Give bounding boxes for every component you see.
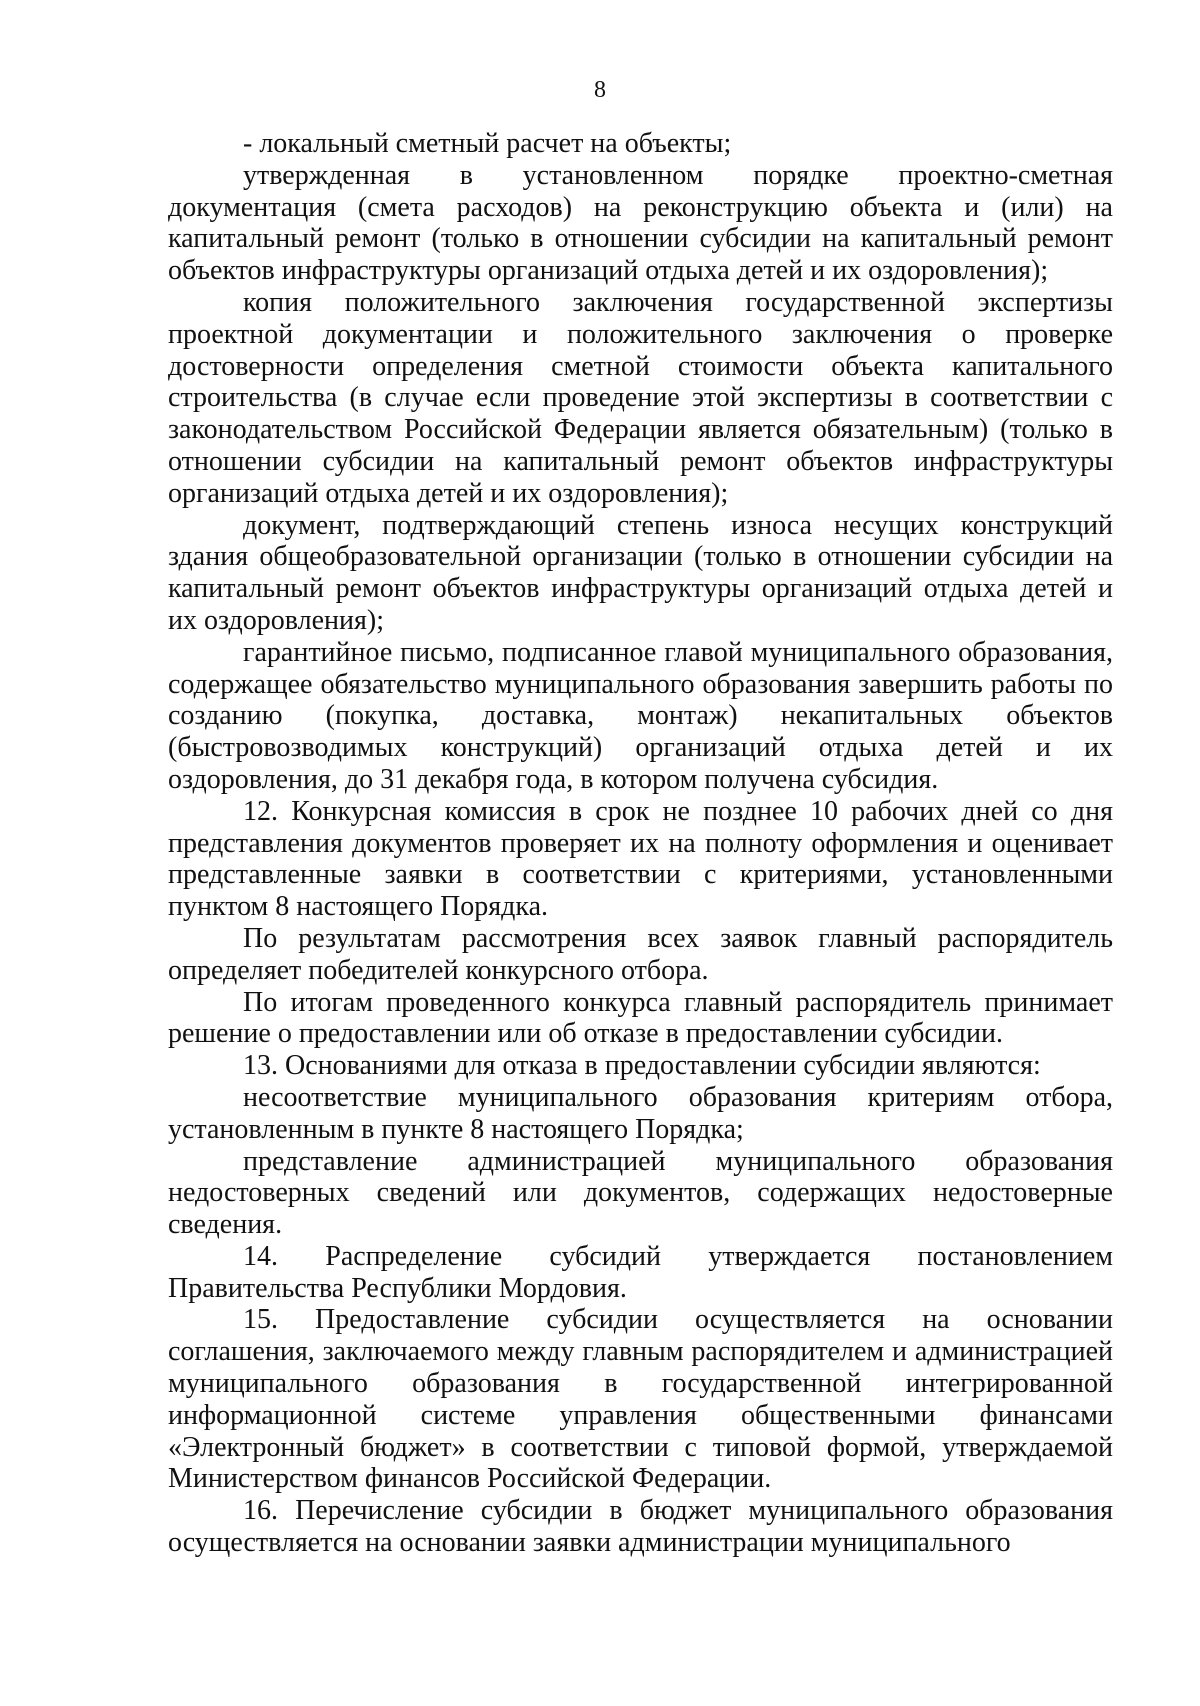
- paragraph-expertise-copy: копия положительного заключения государственной экспертизы проектной документации и положительного заключения о проверке достоверности определения сметной стоимости объекта капитального строительства (в случае если проведение этой экспертизы в соответствии с законодательством Российской Федерации является обязательным) (только в отношении субсидии на капитальный ремонт объектов инфраструктуры организаций отдыха детей и их оздоровления);: [168, 286, 1113, 509]
- paragraph-wear-document: документ, подтверждающий степень износа несущих конструкций здания общеобразовательной организации (только в отношении субсидии на капитальный ремонт объектов инфраструктуры организаций отдыха детей и их оздоровления);: [168, 509, 1113, 636]
- paragraph-design-estimate-docs: утвержденная в установленном порядке проектно-сметная документация (смета расходов) на реконструкцию объекта и (или) на капитальный ремонт (только в отношении субсидии на капитальный ремонт объектов инфраструктуры организаций отдыха детей и их оздоровления);: [168, 159, 1113, 287]
- paragraph-item-16: 16. Перечисление субсидии в бюджет муниципального образования осуществляется на основании заявки администрации муниципального: [168, 1495, 1113, 1559]
- paragraph-competition-results: По итогам проведенного конкурса главный распорядитель принимает решение о предоставлении или об отказе в предоставлении субсидии.: [168, 986, 1113, 1050]
- paragraph-estimate: - локальный сметный расчет на объекты;: [243, 128, 732, 159]
- paragraph-nonconformity: несоответствие муниципального образования критериям отбора, установленным в пункте 8 настоящего Порядка;: [168, 1081, 1113, 1145]
- paragraph-item-14: 14. Распределение субсидий утверждается постановлением Правительства Республики Мордовия.: [168, 1240, 1113, 1304]
- paragraph-item-13: 13. Основаниями для отказа в предоставлении субсидии являются:: [243, 1050, 1041, 1082]
- paragraph-false-information: представление администрацией муниципального образования недостоверных сведений или документов, содержащих недостоверные сведения.: [168, 1145, 1113, 1241]
- paragraph-review-results: По результатам рассмотрения всех заявок главный распорядитель определяет победителей конкурсного отбора.: [168, 922, 1113, 986]
- paragraph-item-12: 12. Конкурсная комиссия в срок не позднее 10 рабочих дней со дня представления документов проверяет их на полноту оформления и оценивает представленные заявки в соответствии с критериями, установленными пунктом 8 настоящего Порядка.: [168, 795, 1113, 923]
- paragraph-item-15: 15. Предоставление субсидии осуществляется на основании соглашения, заключаемого между главным распорядителем и администрацией муниципального образования в государственной интегрированной информационной системе управления общественными финансами «Электронный бюджет» в соответствии с типовой формой, утверждаемой Министерством финансов Российской Федерации.: [168, 1304, 1113, 1495]
- page-number: 8: [594, 77, 606, 103]
- paragraph-guarantee-letter: гарантийное письмо, подписанное главой муниципального образования, содержащее обязательство муниципального образования завершить работы по созданию (покупка, доставка, монтаж) некапитальных объектов (быстровозводимых конструкций) организаций отдыха детей и их оздоровления, до 31 декабря года, в котором получена субсидия.: [168, 636, 1113, 795]
- document-body: [168, 128, 1113, 1559]
